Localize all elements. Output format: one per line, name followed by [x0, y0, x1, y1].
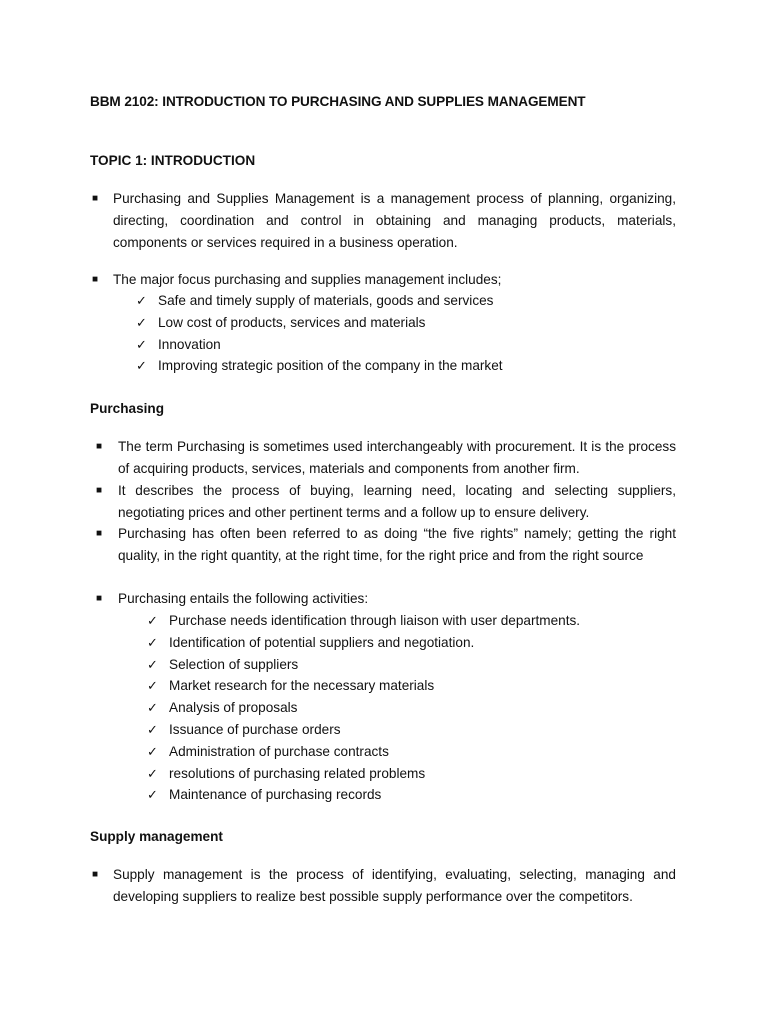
square-bullet-icon: ■: [96, 528, 103, 539]
bullet-item: ■ The term Purchasing is sometimes used interchangeably with procurement. It is the process of acquiring products, services, materials and components from another firm.: [90, 436, 676, 480]
supply-management-heading: Supply management: [90, 829, 223, 844]
focus-lead-text: The major focus purchasing and supplies management includes;: [113, 272, 502, 287]
purchasing-heading: Purchasing: [90, 401, 165, 416]
bullet-item: [90, 269, 676, 291]
bullet-item: ■ Purchasing has often been referred to as doing “the five rights” namely; getting the right quality, in the right quantity, at the right time, for the right price and from the right source: [90, 523, 676, 567]
definition-text: Purchasing and Supplies Management is a management process of planning, organizing, directing, coordination and control in obtaining and managing products, materials, components or services required in a business operation.: [113, 191, 676, 250]
topic-heading: TOPIC 1: INTRODUCTION: [90, 153, 256, 168]
square-bullet-icon: ■: [92, 193, 99, 204]
checkmark-icon: ✓: [147, 613, 158, 628]
checkmark-icon: ✓: [147, 700, 158, 716]
checkmark-icon: ✓: [136, 293, 147, 308]
square-bullet-icon: ■: [96, 593, 103, 604]
square-bullet-icon: ■: [92, 274, 99, 285]
square-bullet-icon: ■: [96, 485, 103, 496]
document-title: BBM 2102: INTRODUCTION TO PURCHASING AND SUPPLIES MANAGEMENT: [90, 94, 586, 109]
checkmark-icon: ✓: [147, 678, 158, 694]
checkmark-icon: ✓: [147, 634, 158, 650]
checkmark-icon: ✓: [147, 743, 158, 759]
bullet-item: ■ It describes the process of buying, learning need, locating and selecting suppliers, negotiating prices and other pertinent terms and a follow up to ensure delivery.: [90, 480, 676, 524]
checkmark-icon: ✓: [136, 336, 147, 352]
checkmark-icon: ✓: [147, 787, 158, 803]
checkmark-icon: ✓: [136, 314, 147, 330]
square-bullet-icon: ■: [96, 441, 103, 452]
checkmark-icon: ✓: [136, 358, 147, 374]
checkmark-icon: ✓: [147, 765, 158, 781]
document-page: BBM 2102: INTRODUCTION TO PURCHASING AND SUPPLIES MANAGEMENT TOPIC 1: INTRODUCTION ■ Purchasing and Supplies Management is a management process of planning, organizing, directing, coordination and control in obtaining and managing products, materials, components or services required in a business operation. ■ The major focus purchasing and supplies management includes; ✓ Safe and timely supply of materials, goods and services ✓ Low cost of products, services and materials ✓ Innovation ✓ Improving strategic position of the company in the market Purchasing ■ The term Purchasing is sometimes used interchangeably with procurement. It is the process of acquiring products, services, materials and components from another firm. ■ It describes the process of buying, learning need, locating and selecting suppliers, negotiating prices and other pertinent terms and a follow up to ensure delivery. ■ Purchasing has often been referred to as doing “the five rights” namely; getting the right quality, in the right quantity, at the right time, for the right price and from the right source ■ Purchasing entails the following activities: ✓ Purchase needs identification through liaison with user departments. ✓ Identification of potential suppliers and negotiation. ✓ Selection of suppliers ✓ Market research for the necessary materials ✓ Analysis of proposals ✓ Issuance of purchase orders ✓ Administration of purchase contracts ✓ resolutions of purchasing related problems ✓ Maintenance of purchasing records Supply management ■ Supply management is the process of identifying, evaluating, selecting, managing and developing suppliers to realize best possible supply performance over the competitors.: [0, 0, 768, 1024]
bullet-item: ■ Supply management is the process of identifying, evaluating, selecting, managing and developing suppliers to realize best possible supply performance over the competitors.: [90, 864, 676, 908]
checkmark-icon: ✓: [147, 656, 158, 672]
checkmark-icon: ✓: [147, 721, 158, 737]
bullet-item: [90, 188, 676, 253]
bullet-item: ■ Purchasing entails the following activities:: [90, 588, 676, 610]
square-bullet-icon: ■: [92, 869, 99, 880]
